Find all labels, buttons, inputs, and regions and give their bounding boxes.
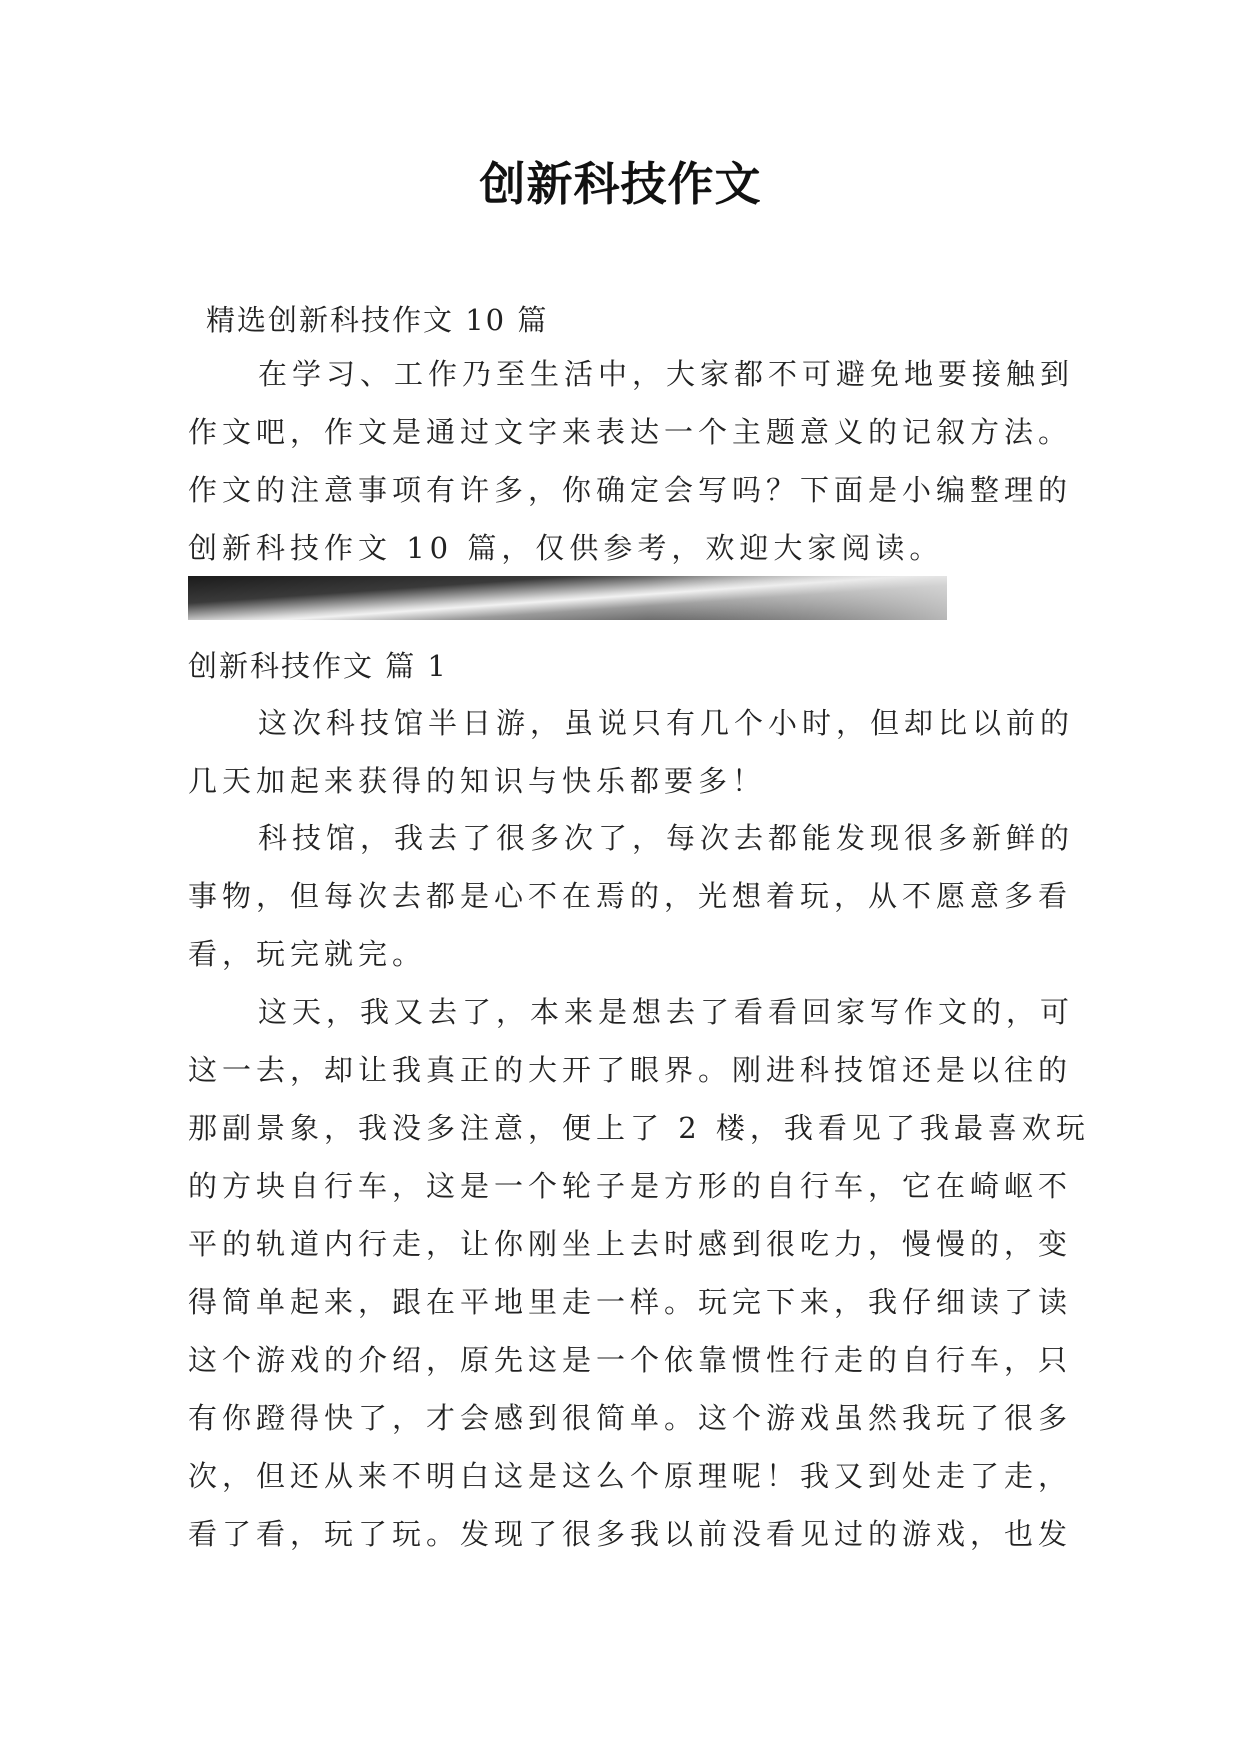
intro-line: 作文的注意事项有许多，你确定会写吗？下面是小编整理的 [188, 473, 1073, 507]
body-line: 次，但还从来不明白这是这么个原理呢！我又到处走了走， [188, 1459, 1073, 1493]
decorative-banner-image [188, 576, 947, 620]
body-line: 得简单起来，跟在平地里走一样。玩完下来，我仔细读了读 [188, 1285, 1073, 1319]
body-line: 看，玩完就完。 [188, 937, 427, 971]
intro-line: 作文吧，作文是通过文字来表达一个主题意义的记叙方法。 [188, 415, 1073, 449]
intro-line: 创新科技作文 10 篇，仅供参考，欢迎大家阅读。 [188, 531, 944, 565]
body-line: 这次科技馆半日游，虽说只有几个小时，但却比以前的 [258, 706, 1075, 740]
body-line: 几天加起来获得的知识与快乐都要多！ [188, 764, 767, 798]
section-heading: 创新科技作文 篇 1 [188, 649, 448, 683]
body-line: 事物，但每次去都是心不在焉的，光想着玩，从不愿意多看 [188, 879, 1073, 913]
body-line: 这个游戏的介绍，原先这是一个依靠惯性行走的自行车，只 [188, 1343, 1073, 1377]
body-line: 平的轨道内行走，让你刚坐上去时感到很吃力，慢慢的，变 [188, 1227, 1073, 1261]
body-line: 科技馆，我去了很多次了，每次去都能发现很多新鲜的 [258, 821, 1075, 855]
body-line: 有你蹬得快了，才会感到很简单。这个游戏虽然我玩了很多 [188, 1401, 1073, 1435]
document-subtitle: 精选创新科技作文 10 篇 [206, 303, 549, 337]
body-line: 看了看，玩了玩。发现了很多我以前没看见过的游戏，也发 [188, 1517, 1073, 1551]
body-line: 这天，我又去了，本来是想去了看看回家写作文的，可 [258, 995, 1075, 1029]
body-line: 那副景象，我没多注意，便上了 2 楼，我看见了我最喜欢玩 [188, 1111, 1090, 1145]
document-title: 创新科技作文 [479, 157, 762, 211]
intro-line: 在学习、工作乃至生活中，大家都不可避免地要接触到 [258, 357, 1075, 391]
body-line: 的方块自行车，这是一个轮子是方形的自行车，它在崎岖不 [188, 1169, 1073, 1203]
body-line: 这一去，却让我真正的大开了眼界。刚进科技馆还是以往的 [188, 1053, 1073, 1087]
